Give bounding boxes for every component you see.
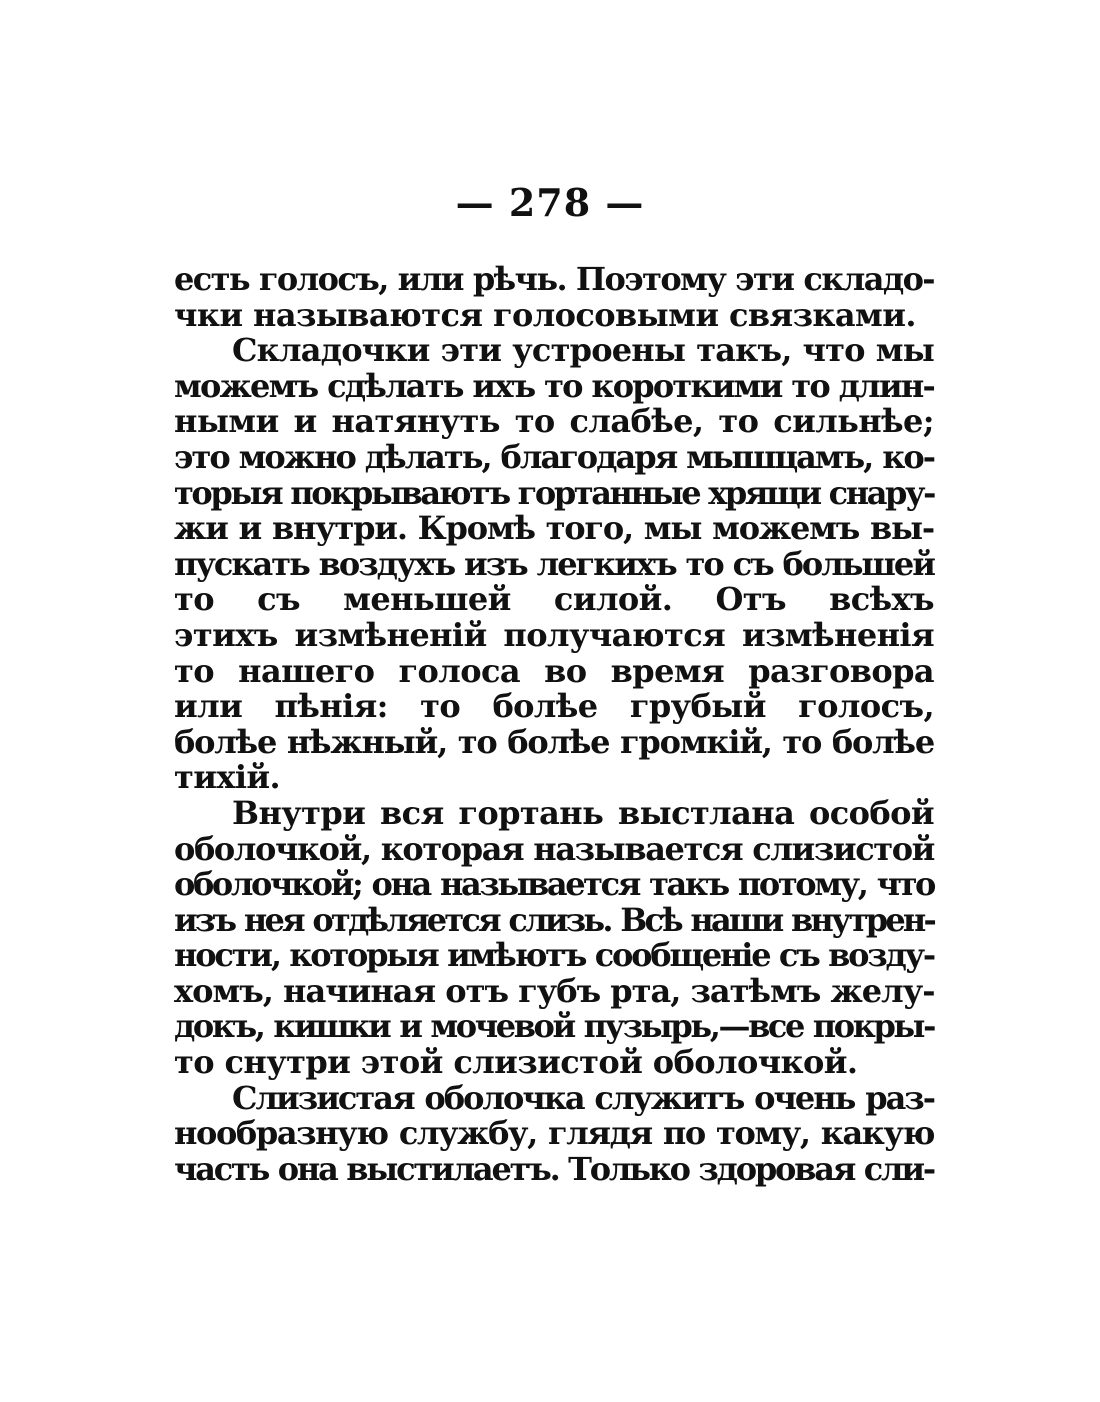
text-line: то съ меньшей силой. Отъ всѣхъ — [174, 580, 934, 619]
text-line: изъ нея отдѣляется слизь. Всѣ наши внутрен- — [174, 900, 934, 939]
text-line: можемъ сдѣлать ихъ то короткими то длин- — [174, 366, 934, 405]
text-line: Внутри вся гортань выстлана особой — [232, 793, 934, 832]
text-line: пускать воздухъ изъ легкихъ то съ большей — [174, 544, 934, 583]
text-line: то снутри этой слизистой оболочкой. — [174, 1043, 858, 1082]
page-number: — 278 — — [455, 180, 645, 225]
text-line: чки называются голосовыми связками. — [174, 295, 916, 334]
text-line: тихій. — [174, 758, 281, 797]
text-line: часть она выстилаетъ. Только здоровая сли- — [174, 1149, 934, 1188]
text-line: хомъ, начиная отъ губъ рта, затѣмъ желу- — [174, 971, 935, 1010]
text-line: болѣе нѣжный, то болѣе громкій, то болѣе — [174, 722, 934, 761]
text-line: Складочки эти устроены такъ, что мы — [232, 331, 934, 370]
text-line: есть голосъ, или рѣчь. Поэтому эти складо- — [174, 260, 934, 298]
text-line: ности, которыя имѣютъ сообщеніе съ возду- — [174, 936, 934, 975]
text-line: нообразную службу, глядя по тому, какую — [174, 1114, 934, 1153]
text-line: жи и внутри. Кромѣ того, мы можемъ вы- — [174, 509, 934, 548]
text-line: Слизистая оболочка служитъ очень раз- — [232, 1078, 934, 1117]
text-line: оболочкой; она называется такъ потому, что — [174, 865, 934, 904]
text-line: то нашего голоса во время разговора — [174, 651, 934, 690]
text-line: это можно дѣлать, благодаря мышцамъ, ко- — [174, 437, 934, 476]
text-line: этихъ измѣненій получаются измѣненія — [174, 615, 934, 654]
text-line: торыя покрываютъ гортанные хрящи снару- — [174, 473, 934, 512]
text-line: оболочкой, которая называется слизистой — [174, 829, 934, 868]
body-text — [174, 262, 934, 1187]
text-line: или пѣнія: то болѣе грубый голосъ, — [174, 687, 934, 726]
text-line: ными и натянуть то слабѣе, то сильнѣе; — [174, 402, 934, 441]
text-line: докъ, кишки и мочевой пузырь,—все покры- — [174, 1007, 934, 1046]
